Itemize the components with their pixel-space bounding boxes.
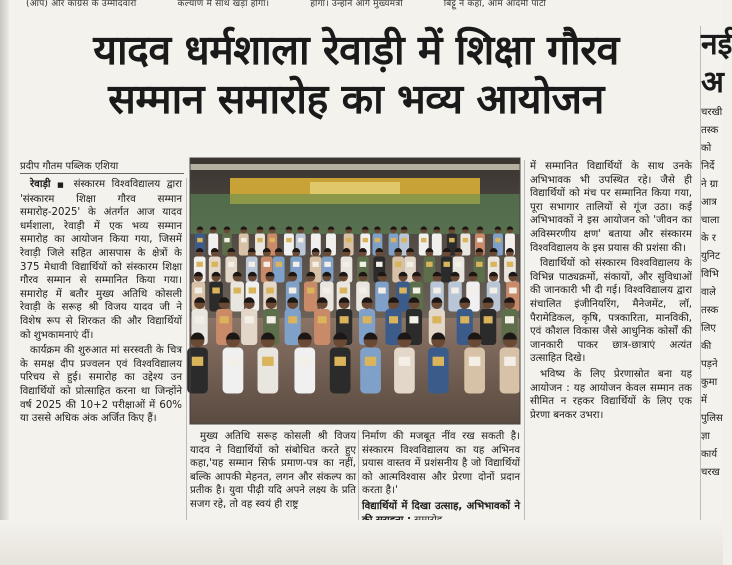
col1-paragraph-2: कार्यक्रम की शुरुआत मां सरस्वती के चित्र के समक्ष दीप प्रज्वलन एवं विश्वविद्यालय परिचय से हुई। समारोह का उद्देश्य उन विद्यार्थियों को प्रोत्साहित करना था जिन्होंने वर्ष 2025 की 10+2 परीक्षाओं में 60% या उससे अधिक अंक अर्जित किए हैं। [20, 345, 182, 425]
col3-paragraph-1: निर्माण की मजबूत नींव रख सकती है। संस्कारम विश्वविद्यालय का यह अभिनव प्रयास वास्तव में प्रशंसनीय है जो विद्यार्थियों को आत्मविश्वास और प्रेरणा दोनों प्रदान करता है।' [362, 431, 520, 497]
column-divider [524, 160, 525, 520]
adjacent-text-lines [701, 106, 723, 480]
adjacent-text-line: विभि [701, 269, 719, 280]
adjacent-text-line: के र [701, 233, 716, 244]
adjacent-text-line: की [701, 341, 712, 352]
headline-line-2: सम्मान समारोह का भव्य आयोजन [108, 75, 604, 123]
adjacent-text-line: चरख [701, 467, 720, 478]
page-fold-shadow [0, 0, 9, 565]
article-column-1 [20, 178, 182, 428]
dateline-bullet: ■ [57, 181, 68, 189]
article-column-2 [190, 430, 356, 514]
adjacent-text-line: तस्क [701, 305, 719, 316]
strip-text-2: कल्याण में साथ खड़ा होगा। [177, 0, 270, 9]
article-headline [20, 26, 692, 124]
previous-article-strip [0, 0, 723, 12]
adjacent-text-line: चरखी [701, 107, 723, 118]
adjacent-text-line: पड़ने [701, 359, 718, 370]
col4-paragraph-3: भविष्य के लिए प्रेरणास्रोत बना यह आयोजन : यह आयोजन केवल सम्मान तक सीमित न रहकर विद्यार्थियों के लिए एक प्रेरणा बनकर उभरा। [530, 368, 692, 421]
strip-text-1: (आप) और कांग्रेस के उम्मीदवारों [26, 0, 137, 9]
adjacent-text-line: ज्ञा [701, 431, 710, 442]
adjacent-text-line: वाले [701, 287, 716, 298]
adjacent-article-column [700, 26, 732, 546]
adjacent-text-line: कुमा [701, 377, 718, 388]
col4-paragraph-1: में सम्मानित विद्यार्थियों के साथ उनके अभिभावक भी उपस्थित रहे। जैसे ही विद्यार्थियों को मंच पर सम्मानित किया गया, पूरा सभागार तालियों से गूंज उठा। कई अभिभावकों ने इस आयोजन को 'जीवन का अविस्मरणीय क्षण' बताया और संस्कारम विश्वविद्यालय के इस प्रयास की प्रशंसा की। [530, 161, 692, 254]
column-divider [358, 430, 359, 520]
adjacent-text-line: युनिट [701, 251, 720, 262]
adjacent-text-line: पुलिस [701, 413, 723, 424]
adjacent-text-line: कार्य [701, 449, 718, 460]
strip-text-3: होगा। उन्होंने आगे मुख्यमंत्री [310, 0, 403, 9]
adjacent-text-line: आत्र [701, 197, 717, 208]
adjacent-text-line: चाला [701, 215, 720, 226]
col2-paragraph-1: मुख्य अतिथि सरूह कोसली श्री विजय यादव ने विद्यार्थियों को संबोधित करते हुए कहा,'यह सम्मान सिर्फ प्रमाण-पत्र का नहीं, बल्कि आपकी मेहनत, लगन और संकल्प का प्रतीक है। युवा पीढ़ी यदि अपने लक्ष्य के प्रति सजग रहे, तो वह स्वयं ही राष्ट्र [190, 431, 356, 510]
strip-text-4: बिट्टू ने कहा, आम आदमी पार्टी [443, 0, 547, 9]
adjacent-headline-2: अ [701, 65, 724, 100]
dateline: रेवाड़ी [30, 179, 51, 190]
article-column-3 [362, 430, 520, 529]
adjacent-text-line: निर्दे [701, 161, 715, 172]
event-photo [190, 158, 520, 424]
page-bottom-margin [0, 520, 723, 565]
col4-paragraph-2: विद्यार्थियों को संस्कारम विश्वविद्यालय के विभिन्न पाठ्यक्रमों, संकायों, और सुविधाओं की जानकारी भी दी गई। विश्वविद्यालय द्वारा संचालित इंजीनियरिंग, मैनेजमेंट, लॉ, पैरामेडिकल, कृषि, पत्रकारिता, मानविकी, एवं कौशल विकास जैसे आधुनिक कोर्सों की जानकारी पाकर छात्र-छात्राएं अत्यंत उत्साहित दिखे। [530, 258, 692, 365]
byline-rule [20, 173, 184, 174]
column-divider [186, 178, 187, 520]
adjacent-text-line: को [701, 143, 712, 154]
col1-paragraph-1: संस्कारम विश्वविद्यालय द्वारा 'संस्कारम शिक्षा गौरव सम्मान समारोह-2025' के अंतर्गत आज यादव धर्मशाला, रेवाड़ी में एक भव्य सम्मान समारोह का आयोजन किया गया, जिसमें रेवाड़ी जिले सहित आसपास के क्षेत्रों के 375 मेधावी विद्यार्थियों को संस्कारम शिक्षा गौरव सम्मान से सम्मानित किया गया। समारोह में बतौर मुख्य अतिथि कोसली रेवाड़ी के सरूह श्री विजय यादव जी ने विशेष रूप से शिरकत की और विद्यार्थियों को शुभकामनाएं दीं। [20, 179, 182, 341]
adjacent-text-line: लिए [701, 323, 716, 334]
adjacent-headline-1: नई [701, 27, 732, 62]
byline: प्रदीप गौतम पब्लिक एशिया [20, 161, 119, 172]
headline-line-1: यादव धर्मशाला रेवाड़ी में शिक्षा गौरव [93, 26, 619, 74]
adjacent-text-line: में [701, 395, 707, 406]
col3-subheading: विद्यार्थियों में दिखा उत्साह, अभिभावकों ने [362, 500, 520, 512]
adjacent-text-line: तस्क [701, 125, 719, 136]
event-photo-illustration [190, 158, 520, 424]
article-column-4 [530, 160, 692, 424]
adjacent-text-line: ने ग्रा [701, 179, 718, 190]
